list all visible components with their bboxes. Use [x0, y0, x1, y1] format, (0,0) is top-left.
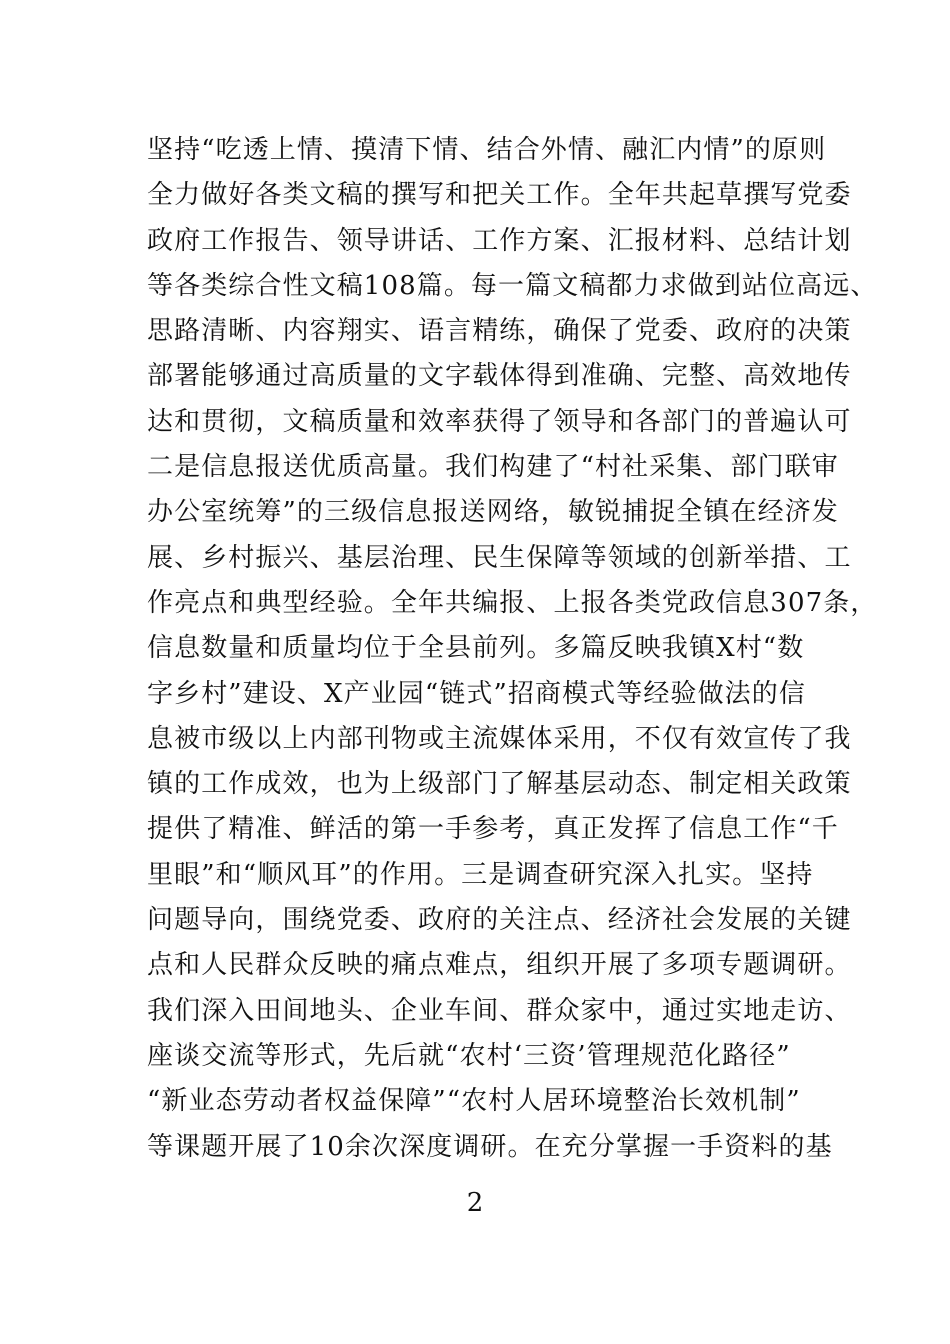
text-line: 信息数量和质量均位于全县前列。多篇反映我镇X村“数 — [147, 633, 805, 664]
text-line: 达和贯彻，文稿质量和效率获得了领导和各部门的普遍认可 — [147, 406, 852, 437]
text-line: 提供了精准、鲜活的第一手参考，真正发挥了信息工作“千 — [147, 814, 839, 845]
text-line: 问题导向，围绕党委、政府的关注点、经济社会发展的关键 — [147, 905, 852, 936]
text-line: 政府工作报告、领导讲话、工作方案、汇报材料、总结计划 — [147, 225, 852, 256]
text-line: 办公室统筹”的三级信息报送网络，敏锐捕捉全镇在经济发 — [147, 497, 839, 528]
text-line: 思路清晰、内容翔实、语言精练，确保了党委、政府的决策 — [147, 316, 852, 347]
text-line: “新业态劳动者权益保障”“农村人居环境整治长效机制” — [147, 1086, 801, 1117]
text-line: 展、乡村振兴、基层治理、民生保障等领域的创新举措、工 — [147, 542, 852, 573]
text-line: 镇的工作成效，也为上级部门了解基层动态、制定相关政策 — [147, 769, 852, 800]
text-line: 我们深入田间地头、企业车间、群众家中，通过实地走访、 — [147, 995, 852, 1026]
text-line: 全力做好各类文稿的撰写和把关工作。全年共起草撰写党委 — [147, 180, 852, 211]
text-line: 息被市级以上内部刊物或主流媒体采用，不仅有效宣传了我 — [147, 723, 852, 754]
text-line: 部署能够通过高质量的文字载体得到准确、完整、高效地传 — [147, 361, 852, 392]
text-line: 等课题开展了10余次深度调研。在充分掌握一手资料的基 — [147, 1131, 833, 1162]
text-line: 里眼”和“顺风耳”的作用。三是调查研究深入扎实。坚持 — [147, 859, 814, 890]
text-line: 座谈交流等形式，先后就“农村‘三资’管理规范化路径” — [147, 1040, 791, 1071]
text-line: 坚持“吃透上情、摸清下情、结合外情、融汇内情”的原则 — [147, 135, 827, 165]
text-line: 作亮点和典型经验。全年共编报、上报各类党政信息307条， — [147, 587, 878, 618]
body-text — [147, 128, 878, 1170]
text-line: 二是信息报送优质高量。我们构建了“村社采集、部门联审 — [147, 452, 839, 483]
text-line: 点和人民群众反映的痛点难点，组织开展了多项专题调研。 — [147, 950, 852, 981]
page-number: 2 — [466, 1188, 484, 1218]
text-line: 字乡村”建设、X产业园“链式”招商模式等经验做法的信 — [147, 678, 806, 709]
text-line: 等各类综合性文稿108篇。每一篇文稿都力求做到站位高远、 — [147, 270, 878, 301]
